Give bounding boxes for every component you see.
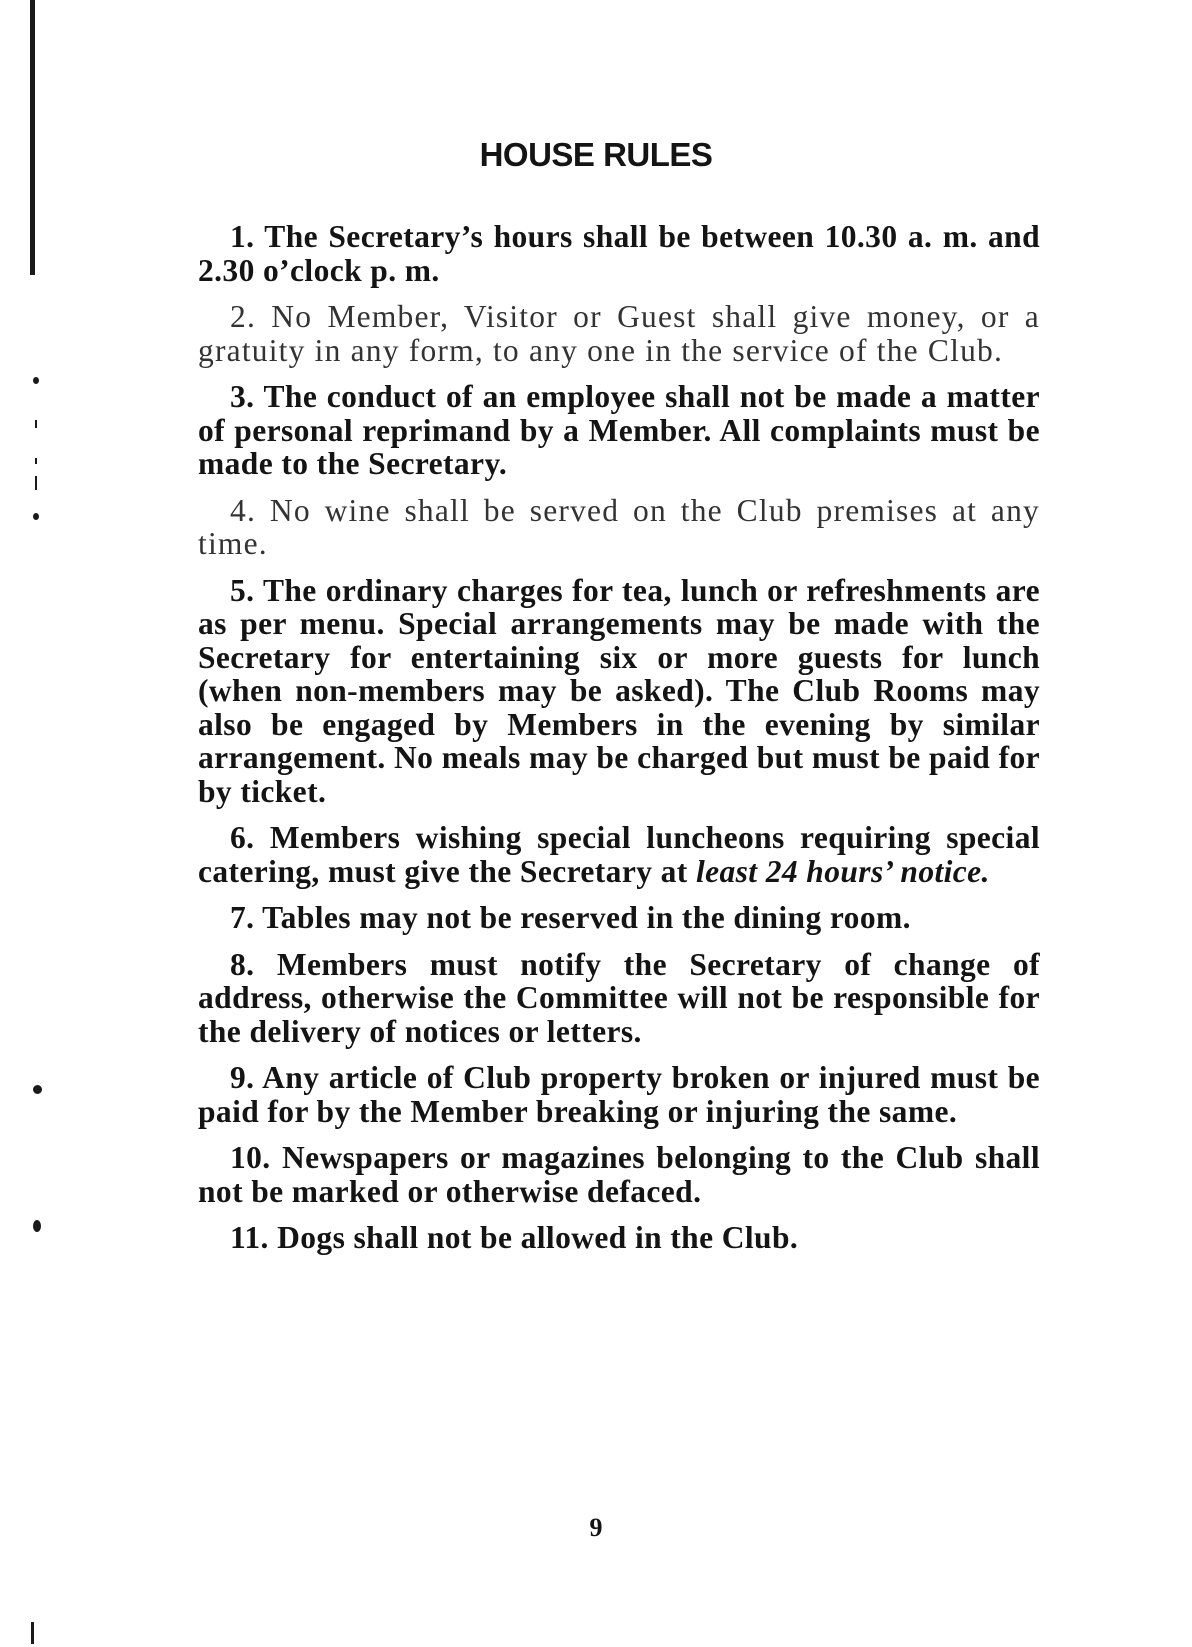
rule-number: 10. (230, 1140, 271, 1175)
margin-speck (35, 420, 37, 428)
rule-number: 11. (230, 1220, 269, 1255)
rule-item (198, 574, 1040, 809)
rule-text: The conduct of an employee shall not be made a matter of personal reprimand by a Member. All complaints must be made to the Secretary. (198, 379, 1040, 481)
rule-number: 3. (230, 379, 255, 414)
rule-item (198, 948, 1040, 1049)
rule-item (198, 220, 1040, 287)
rule-number: 4. (230, 492, 257, 528)
page-number: 9 (589, 1513, 603, 1542)
rule-number: 5. (230, 572, 255, 608)
rule-item (198, 380, 1040, 481)
margin-speck (35, 458, 37, 464)
rule-item (198, 1061, 1040, 1128)
rule-item (198, 901, 1040, 935)
rule-item (198, 821, 1040, 888)
rule-text: The Secretary’s hours shall be between 10.30 a. m. and 2.30 o’clock p. m. (198, 219, 1040, 288)
rule-number: 7. (230, 900, 255, 935)
margin-speck (33, 1085, 42, 1094)
rule-text: The ordinary charges for tea, lunch or refreshments are as per menu. Special arrangements may be made with the Secretary for entertaining six or more guests for lunch (when non-members may be asked). The Club Rooms may also be engaged by Members in the evening by similar arrangement. No meals may be charged but must be paid for by ticket. (198, 572, 1040, 809)
rule-text: Members wishing special luncheons requiring special catering, must give the Secretary at (198, 820, 1041, 889)
rule-text: Dogs shall not be allowed in the Club. (277, 1220, 799, 1255)
margin-speck (33, 513, 39, 520)
rule-text: No Member, Visitor or Guest shall give money, or a gratuity in any form, to any one in the service of the Club. (198, 299, 1040, 368)
rule-text: Tables may not be reserved in the dining room. (262, 900, 911, 935)
margin-bar (31, 1622, 34, 1644)
rule-text: No wine shall be served on the Club premises at any time. (198, 492, 1041, 561)
rules-list (198, 220, 1040, 1268)
rule-item (198, 300, 1040, 367)
rule-item (198, 1141, 1040, 1208)
rule-number: 1. (230, 219, 255, 254)
margin-speck (35, 476, 37, 490)
rule-number: 8. (230, 946, 255, 982)
rule-item (198, 1221, 1040, 1255)
rule-text: Members must notify the Secretary of change of address, otherwise the Committee will not be responsible for the delivery of notices or letters. (198, 946, 1040, 1049)
rule-text: Any article of Club property broken or injured must be paid for by the Member breaking or injuring the same. (198, 1060, 1040, 1129)
margin-speck (33, 377, 39, 384)
rule-text: Newspapers or magazines belonging to the Club shall not be marked or otherwise defaced. (198, 1140, 1040, 1209)
rule-item (198, 494, 1040, 561)
page-title: HOUSE RULES (479, 136, 713, 173)
rule-number: 9. (230, 1060, 255, 1095)
margin-speck (33, 1220, 41, 1232)
rule-number: 6. (230, 820, 255, 855)
rule-emphasis: least 24 hours’ notice. (695, 853, 990, 889)
rule-number: 2. (230, 299, 257, 334)
